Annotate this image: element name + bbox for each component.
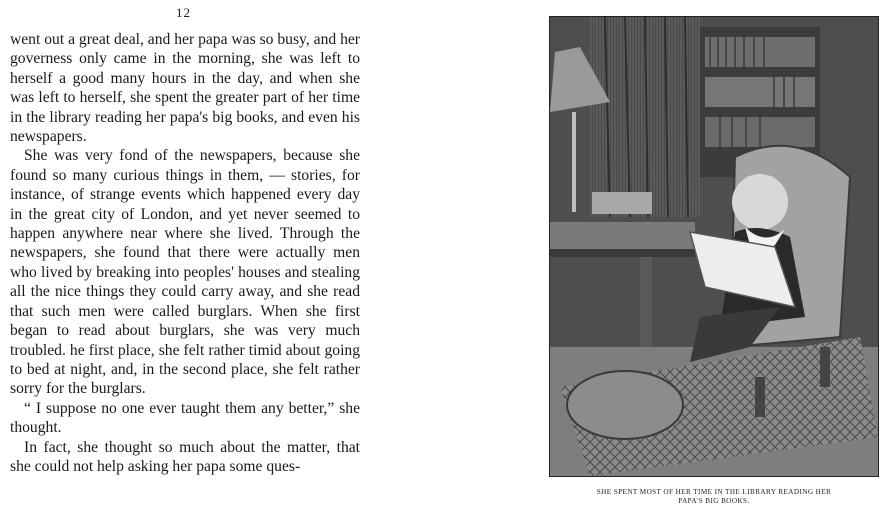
paragraph: In fact, she thought so much about the matter, that she could not help asking her papa some ques- bbox=[10, 438, 360, 475]
body-text bbox=[10, 30, 360, 476]
paragraph: went out a great deal, and her papa was so busy, and her governess only came in the morning, she was left to herself a good many hours in the day, and when she was left to herself, she spent the greater part of her time in the library reading her papa's big books, and even his newspapers. bbox=[10, 31, 360, 146]
page-number: 12 bbox=[176, 5, 191, 20]
paragraph: She was very fond of the newspapers, because she found so many curious things in them, — stories, for instance, of strange events which happened every day in the great city of London, and yet never seemed to happen anywhere near where she lived. Through the newspapers, she found that there were actually men who lived by breaking into peoples' houses and stealing all the nice things they could carry away, and she read that such men were called burglars. When she first began to read about burglars, she was very much troubled. he first place, she felt rather timid about going to bed at night, and, in the second place, she felt rather sorry for the burglars. bbox=[10, 147, 360, 398]
engraving-illustration bbox=[550, 17, 878, 476]
illustration-plate bbox=[549, 16, 879, 477]
caption-line: PAPA'S BIG BOOKS. bbox=[678, 497, 750, 505]
illustration-caption bbox=[549, 488, 879, 506]
caption-line: SHE SPENT MOST OF HER TIME IN THE LIBRARY READING HER bbox=[596, 488, 832, 496]
paragraph: “ I suppose no one ever taught them any better,” she thought. bbox=[10, 399, 360, 437]
